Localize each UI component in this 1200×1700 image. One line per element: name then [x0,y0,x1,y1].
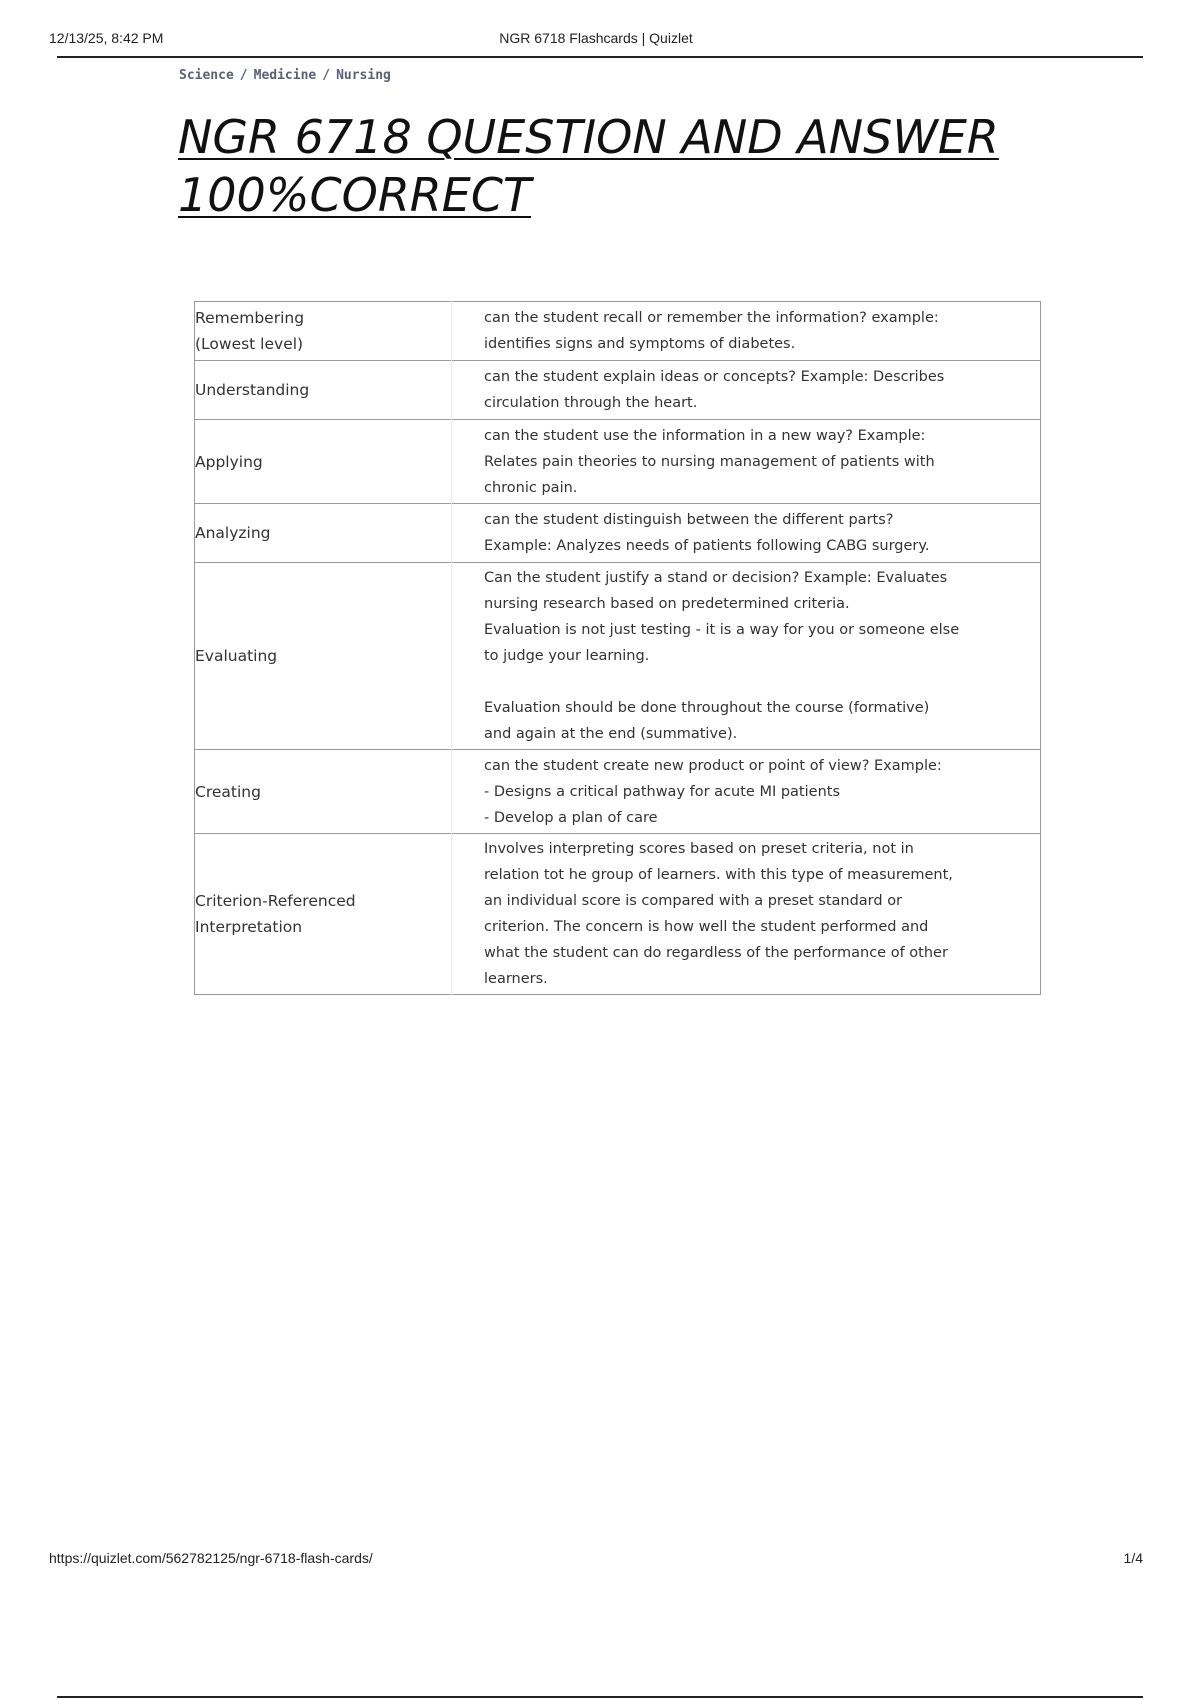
flashcard-definition-line: Example: Analyzes needs of patients following CABG surgery. [484,538,930,554]
flashcard-row [195,563,1041,750]
flashcard-definition-line: chronic pain. [484,479,578,496]
flashcard-definition [452,504,1041,563]
breadcrumb-item-nursing[interactable]: Nursing [336,68,391,83]
flashcard-definition-line: nursing research based on predetermined criteria. [484,596,850,612]
flashcard-row [195,420,1041,504]
flashcard-term-line: (Lowest level) [195,335,304,353]
print-header [49,30,1143,58]
flashcard-definition-line: to judge your learning. [484,648,650,664]
breadcrumb-item-medicine[interactable]: Medicine [253,68,317,83]
flashcard-definition-line: Evaluation is not just testing - it is a way for you or someone else [484,622,960,638]
flashcard-definition-line: can the student recall or remember the information? example: [484,310,939,326]
flashcard-term [195,834,452,995]
flashcard-definition [452,361,1041,420]
flashcard-term-line: Remembering [195,309,305,327]
flashcard-term [195,361,452,420]
flashcard-definition-line: Can the student justify a stand or decision? Example: Evaluates [484,570,948,586]
flashcard-definition-line: Involves interpreting scores based on preset criteria, not in [484,841,914,857]
flashcard-row [195,750,1041,834]
flashcard-definition-line: can the student explain ideas or concepts? Example: Describes [484,369,945,385]
footer-divider [57,1696,1143,1698]
header-divider [57,56,1143,58]
breadcrumb-separator: / [239,68,248,83]
page-indicator: 1/4 [1123,1550,1143,1566]
flashcard-definition-line: what the student can do regardless of the performance of other [484,945,948,961]
flashcard-definition-line: Relates pain theories to nursing management of patients with [484,453,935,470]
flashcard-term-line: Applying [195,452,263,471]
flashcard-definition-line: learners. [484,971,548,987]
flashcard-term-line: Criterion-Referenced [195,892,356,910]
flashcard-definition-line: - Develop a plan of care [484,809,658,826]
print-page-title: NGR 6718 Flashcards | Quizlet [499,30,693,46]
flashcard-term-line: Evaluating [195,647,278,665]
flashcard-definition-line: can the student use the information in a new way? Example: [484,427,926,444]
flashcard-list [195,302,1041,995]
flashcard-row [195,834,1041,995]
print-datetime: 12/13/25, 8:42 PM [49,30,164,46]
flashcard-term-line: Analyzing [195,524,271,542]
print-url: https://quizlet.com/562782125/ngr-6718-flash-cards/ [49,1550,373,1566]
flashcard-term-line: Understanding [195,381,310,399]
flashcard-term-line: Creating [195,782,261,801]
page-title: NGR 6718 QUESTION AND ANSWER 100%CORRECT [178,110,999,222]
flashcard-definition-line [484,669,1000,695]
flashcard-definition [452,563,1041,750]
flashcard-definition [452,420,1041,504]
flashcard-definition-line: - Designs a critical pathway for acute MI patients [484,783,840,800]
flashcard-definition-line: an individual score is compared with a preset standard or [484,893,903,909]
flashcard-definition [452,750,1041,834]
flashcard-definition-line: circulation through the heart. [484,395,698,411]
flashcard-term [195,563,452,750]
flashcard-definition-line: relation tot he group of learners. with this type of measurement, [484,867,953,883]
flashcard-row [195,361,1041,420]
breadcrumb [179,68,391,83]
flashcard-definition-line: identifies signs and symptoms of diabetes. [484,336,796,352]
flashcard-table [194,301,1041,995]
flashcard-term [195,750,452,834]
breadcrumb-item-science[interactable]: Science [179,68,234,83]
flashcard-definition [452,302,1041,361]
flashcard-term [195,504,452,563]
flashcard-definition [452,834,1041,995]
flashcard-row [195,302,1041,361]
flashcard-definition-line: criterion. The concern is how well the student performed and [484,919,929,935]
flashcard-definition-line: Evaluation should be done throughout the course (formative) [484,700,930,716]
flashcard-term-line: Interpretation [195,918,303,936]
flashcard-row [195,504,1041,563]
flashcard-term [195,420,452,504]
breadcrumb-separator: / [322,68,331,83]
flashcard-definition-line: can the student distinguish between the different parts? [484,512,894,528]
flashcard-term [195,302,452,361]
flashcard-definition-line: can the student create new product or point of view? Example: [484,757,942,774]
flashcard-definition-line: and again at the end (summative). [484,726,738,742]
